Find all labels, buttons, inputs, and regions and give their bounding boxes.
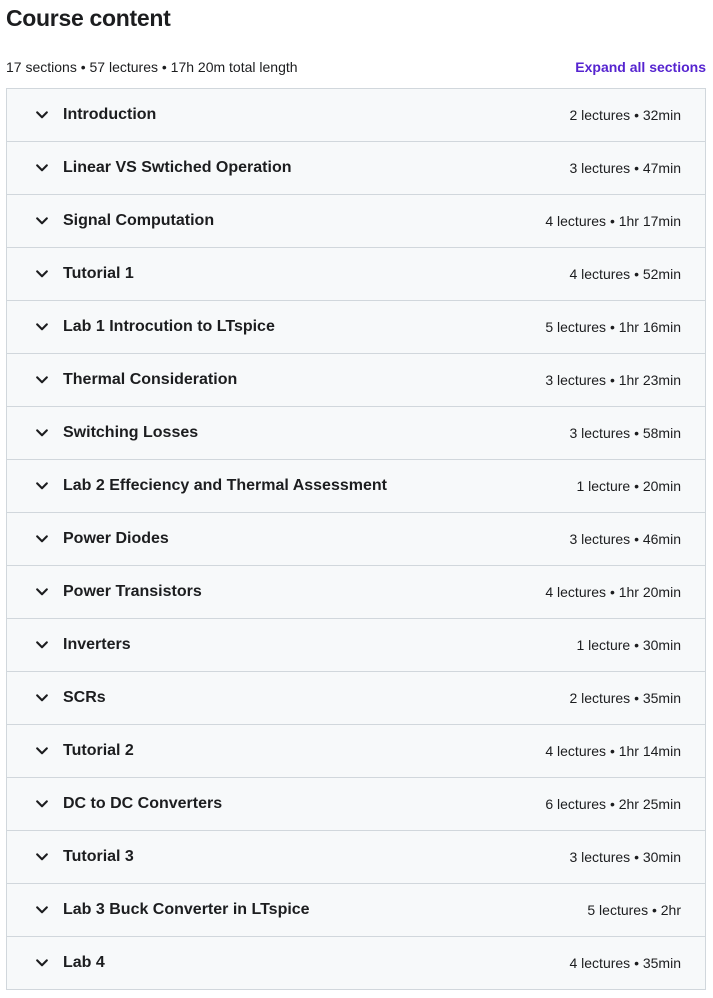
chevron-down-icon[interactable] <box>35 373 49 387</box>
section-meta: 3 lectures • 46min <box>569 531 681 547</box>
section-row[interactable] <box>7 725 705 778</box>
chevron-down-icon[interactable] <box>35 903 49 917</box>
section-meta: 4 lectures • 52min <box>569 266 681 282</box>
section-meta: 4 lectures • 1hr 17min <box>545 213 681 229</box>
section-title: Power Transistors <box>63 583 202 600</box>
section-title: Thermal Consideration <box>63 371 238 388</box>
section-title: Lab 4 <box>63 954 105 971</box>
chevron-down-icon[interactable] <box>35 479 49 493</box>
section-title: Introduction <box>63 106 157 123</box>
section-meta: 2 lectures • 32min <box>569 107 681 123</box>
section-meta: 3 lectures • 30min <box>569 849 681 865</box>
section-meta: 3 lectures • 1hr 23min <box>545 372 681 388</box>
section-meta: 5 lectures • 1hr 16min <box>545 319 681 335</box>
section-row[interactable] <box>7 937 705 990</box>
section-row[interactable] <box>7 884 705 937</box>
section-meta: 5 lectures • 2hr <box>587 902 681 918</box>
section-title: SCRs <box>63 689 106 706</box>
sections-list <box>6 88 706 990</box>
section-row[interactable] <box>7 301 705 354</box>
chevron-down-icon[interactable] <box>35 426 49 440</box>
section-meta: 4 lectures • 1hr 20min <box>545 584 681 600</box>
chevron-down-icon[interactable] <box>35 267 49 281</box>
page-title: Course content <box>6 5 171 31</box>
chevron-down-icon[interactable] <box>35 214 49 228</box>
chevron-down-icon[interactable] <box>35 797 49 811</box>
section-title: Switching Losses <box>63 424 199 441</box>
section-title: DC to DC Converters <box>63 795 223 812</box>
chevron-down-icon[interactable] <box>35 108 49 122</box>
chevron-down-icon[interactable] <box>35 956 49 970</box>
section-meta: 3 lectures • 47min <box>569 160 681 176</box>
section-row[interactable] <box>7 354 705 407</box>
section-row[interactable] <box>7 831 705 884</box>
section-row[interactable] <box>7 619 705 672</box>
chevron-down-icon[interactable] <box>35 532 49 546</box>
section-row[interactable] <box>7 89 705 142</box>
section-title: Inverters <box>63 636 131 653</box>
section-title: Signal Computation <box>63 212 215 229</box>
section-meta: 6 lectures • 2hr 25min <box>545 796 681 812</box>
section-title: Tutorial 3 <box>63 848 134 865</box>
chevron-down-icon[interactable] <box>35 638 49 652</box>
section-row[interactable] <box>7 513 705 566</box>
section-meta: 1 lecture • 30min <box>576 637 681 653</box>
chevron-down-icon[interactable] <box>35 744 49 758</box>
section-title: Tutorial 2 <box>63 742 134 759</box>
section-row[interactable] <box>7 248 705 301</box>
section-meta: 4 lectures • 1hr 14min <box>545 743 681 759</box>
section-title: Power Diodes <box>63 530 169 547</box>
chevron-down-icon[interactable] <box>35 161 49 175</box>
section-row[interactable] <box>7 195 705 248</box>
section-title: Linear VS Swtiched Operation <box>63 159 292 176</box>
chevron-down-icon[interactable] <box>35 585 49 599</box>
course-summary: 17 sections • 57 lectures • 17h 20m total length <box>6 59 298 75</box>
section-meta: 4 lectures • 35min <box>569 955 681 971</box>
section-row[interactable] <box>7 778 705 831</box>
section-row[interactable] <box>7 566 705 619</box>
section-row[interactable] <box>7 407 705 460</box>
section-meta: 1 lecture • 20min <box>576 478 681 494</box>
section-row[interactable] <box>7 460 705 513</box>
section-row[interactable] <box>7 142 705 195</box>
course-summary-row <box>6 57 706 77</box>
expand-all-sections-button[interactable]: Expand all sections <box>575 59 706 75</box>
section-title: Lab 2 Effeciency and Thermal Assessment <box>63 477 387 494</box>
chevron-down-icon[interactable] <box>35 320 49 334</box>
section-row[interactable] <box>7 672 705 725</box>
chevron-down-icon[interactable] <box>35 850 49 864</box>
section-title: Tutorial 1 <box>63 265 134 282</box>
chevron-down-icon[interactable] <box>35 691 49 705</box>
section-title: Lab 3 Buck Converter in LTspice <box>63 901 310 918</box>
section-meta: 3 lectures • 58min <box>569 425 681 441</box>
section-meta: 2 lectures • 35min <box>569 690 681 706</box>
section-title: Lab 1 Introcution to LTspice <box>63 318 275 335</box>
